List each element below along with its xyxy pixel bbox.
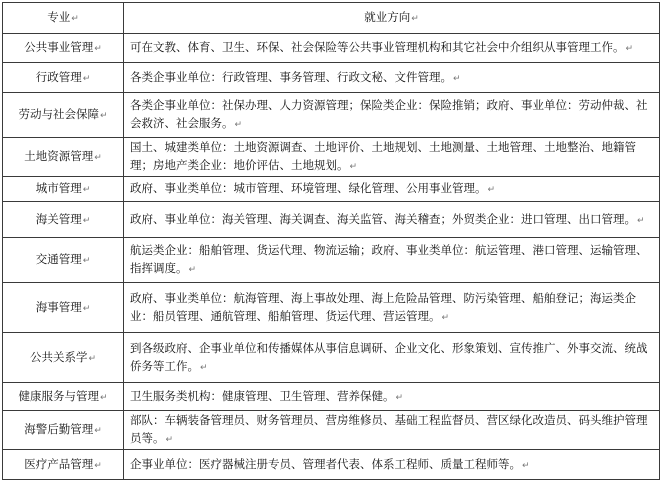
table-row <box>3 283 660 333</box>
paragraph-mark-icon: ↵ <box>522 460 530 471</box>
direction-text: 各类企事业单位：社保办理、人力资源管理；保险类企业：保险推销；政府、事业单位：劳动仲裁、社会救济、社会服务。 <box>130 98 648 130</box>
paragraph-mark-icon: ↵ <box>200 362 208 373</box>
direction-cell <box>124 333 660 383</box>
major-name: 交通管理 <box>35 252 82 266</box>
direction-text: 政府、事业类单位：城市管理、环境管理、绿化管理、公用事业管理。 <box>130 181 487 195</box>
table-row <box>3 450 660 480</box>
paragraph-mark-icon: ↵ <box>82 256 91 266</box>
paragraph-mark-icon: ↵ <box>188 265 197 275</box>
major-name: 海事管理 <box>35 299 82 314</box>
major-cell <box>3 177 124 202</box>
major-cell <box>3 138 124 177</box>
direction-cell <box>124 93 660 138</box>
direction-text: 国土、城建类单位：土地资源调查、土地评价、土地规划、土地测量、土地管理、土地整治、地籍管理；房地产类企业：地价评估、土地规划。 <box>130 140 636 172</box>
paragraph-mark-icon: ↵ <box>94 44 102 54</box>
table-row <box>3 63 660 93</box>
paragraph-mark-icon: ↵ <box>82 215 91 226</box>
major-name: 城市管理 <box>35 181 82 195</box>
paragraph-mark-icon: ↵ <box>99 392 108 403</box>
paragraph-mark-icon: ↵ <box>625 44 634 54</box>
direction-cell <box>124 411 660 450</box>
paragraph-mark-icon: ↵ <box>71 14 79 24</box>
paragraph-mark-icon: ↵ <box>165 435 174 445</box>
table-row <box>3 238 660 283</box>
direction-cell <box>124 383 660 411</box>
direction-text: 政府、事业类单位：航海管理、海上事故处理、海上危险品管理、防污染管理、船舶登记；海运类企业：船员管理、通航管理、船舶管理、货运代理、营运管理。 <box>130 290 636 323</box>
paragraph-mark-icon: ↵ <box>82 73 91 84</box>
direction-cell <box>124 63 660 93</box>
table-row <box>3 411 660 450</box>
major-cell <box>3 411 124 450</box>
major-cell <box>3 202 124 238</box>
table-row <box>3 202 660 238</box>
table-row <box>3 333 660 383</box>
header-major <box>3 3 124 34</box>
table-row <box>3 93 660 138</box>
paragraph-mark-icon: ↵ <box>94 426 102 436</box>
paragraph-mark-icon: ↵ <box>395 392 404 403</box>
header-row <box>3 3 660 34</box>
major-name: 海关管理 <box>35 211 82 226</box>
paragraph-mark-icon: ↵ <box>82 185 91 195</box>
major-name: 海警后勤管理 <box>24 422 94 436</box>
table-row <box>3 34 660 63</box>
major-cell <box>3 383 124 411</box>
paragraph-mark-icon: ↵ <box>441 312 450 323</box>
paragraph-mark-icon: ↵ <box>82 303 91 314</box>
direction-text: 卫生服务类机构：健康管理、卫生管理、营养保健。 <box>130 388 395 403</box>
direction-text: 可在文教、体育、卫生、环保、社会保险等公共事业管理机构和其它社会中介组织从事管理工作。 <box>130 40 625 54</box>
major-name: 行政管理 <box>35 69 82 84</box>
paragraph-mark-icon: ↵ <box>411 14 419 24</box>
paragraph-mark-icon: ↵ <box>349 162 358 172</box>
direction-cell <box>124 202 660 238</box>
major-name: 公共关系学 <box>29 349 88 364</box>
paragraph-mark-icon: ↵ <box>637 215 645 226</box>
paragraph-mark-icon: ↵ <box>94 153 102 163</box>
major-name: 土地资源管理 <box>24 149 94 163</box>
major-cell <box>3 63 124 93</box>
paragraph-mark-icon: ↵ <box>453 73 461 84</box>
direction-cell <box>124 177 660 202</box>
direction-text: 航运类企业：船舶管理、货运代理、物流运输；政府、事业类单位：航运管理、港口管理、运输管理、指挥调度。 <box>130 243 648 275</box>
paragraph-mark-icon: ↵ <box>487 185 496 195</box>
major-cell <box>3 34 124 63</box>
header-direction <box>124 3 660 34</box>
header-direction-text: 就业方向 <box>364 10 411 24</box>
direction-cell <box>124 238 660 283</box>
major-cell <box>3 283 124 333</box>
direction-text: 到各级政府、企事业单位和传播媒体从事信息调研、企业文化、形象策划、宣传推广、外事交流、统战侨务等工作。 <box>130 340 648 373</box>
header-major-text: 专业 <box>47 10 71 24</box>
major-cell <box>3 450 124 480</box>
direction-text: 部队：车辆装备管理员、财务管理员、营房维修员、基础工程监督员、营区绿化改造员、码头维护管理员等。 <box>130 413 648 445</box>
paragraph-mark-icon: ↵ <box>99 111 108 121</box>
paragraph-mark-icon: ↵ <box>234 120 243 130</box>
direction-cell <box>124 283 660 333</box>
major-name: 健康服务与管理 <box>18 388 99 403</box>
major-cell <box>3 238 124 283</box>
major-name: 公共事业管理 <box>24 40 94 54</box>
direction-cell <box>124 450 660 480</box>
major-cell <box>3 93 124 138</box>
table-row <box>3 383 660 411</box>
direction-cell <box>124 138 660 177</box>
direction-text: 各类企事业单位：行政管理、事务管理、行政文秘、文件管理。 <box>130 69 452 84</box>
paragraph-mark-icon: ↵ <box>94 460 102 471</box>
direction-text: 企事业单位：医疗器械注册专员、管理者代表、体系工程师、质量工程师等。 <box>130 456 521 471</box>
major-name: 医疗产品管理 <box>24 456 94 471</box>
table-row <box>3 177 660 202</box>
major-cell <box>3 333 124 383</box>
employment-direction-table <box>2 2 660 480</box>
major-name: 劳动与社会保障 <box>18 107 99 121</box>
direction-cell <box>124 34 660 63</box>
paragraph-mark-icon: ↵ <box>88 353 97 364</box>
direction-text: 政府、事业单位：海关管理、海关调查、海关监管、海关稽查；外贸类企业：进口管理、出口管理。 <box>130 211 636 226</box>
table-row <box>3 138 660 177</box>
